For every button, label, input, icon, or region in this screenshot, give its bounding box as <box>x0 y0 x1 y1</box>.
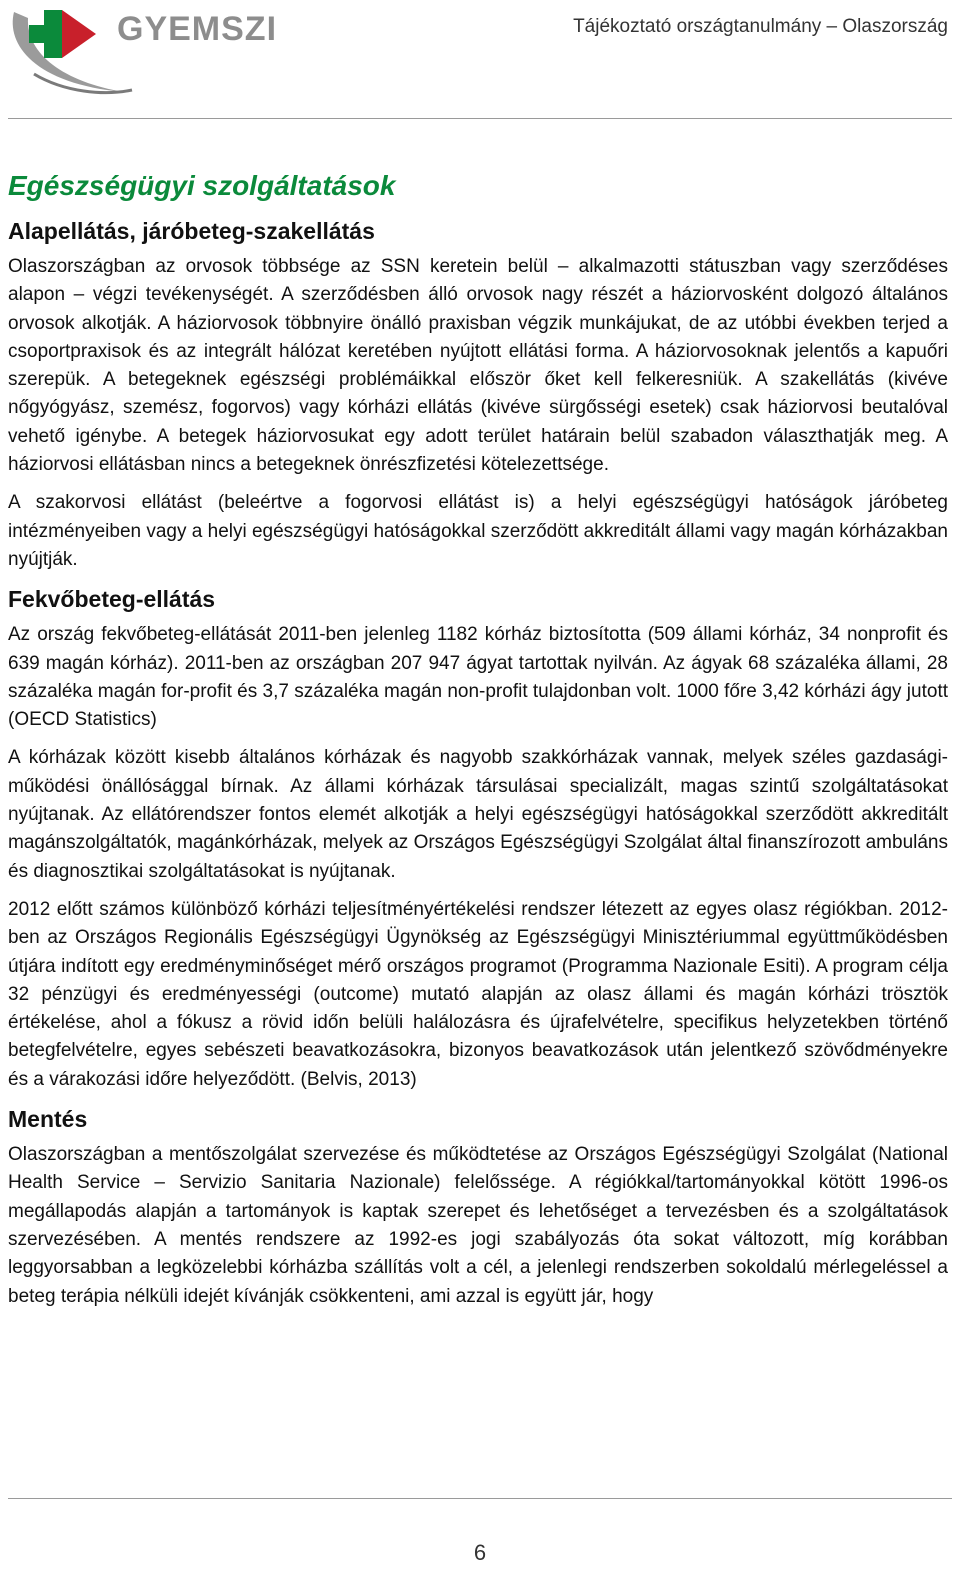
page-header <box>0 0 960 120</box>
paragraph: A szakorvosi ellátást (beleértve a fogorvosi ellátást is) a helyi egészségügyi hatóságok járóbeteg intézményeiben vagy a helyi egészségügyi hatóságokkal szerződött akkreditált állami vagy magán kórházakban nyújtják. <box>8 492 948 570</box>
svg-text:GYEMSZI: GYEMSZI <box>117 10 278 48</box>
document-body <box>8 170 948 1321</box>
header-divider <box>8 118 952 119</box>
heading-inpatient-care: Fekvőbeteg-ellátás <box>8 586 216 613</box>
heading-rescue: Mentés <box>8 1106 88 1133</box>
paragraph: Olaszországban a mentőszolgálat szervezése és működtetése az Országos Egészségügyi Szolgálat (National Health Service – Servizio Sanitaria Nazionale) felelőssége. A régiókkal/tartományokkal kötött 1996-os megállapodás alapján a tartományok is kaptak szerepet és lehetőséget a tervezésben és a szolgáltatások szervezésében. A mentés rendszere az 1992-es jogi szabályozás óta sokat változott, míg korábban leggyorsabban a legközelebbi kórházba szállítás volt a cél, a jelenlegi rendszerben sokoldalú mérlegeléssel a beteg terápia nélküli idejét kívánják csökkenteni, ami azzal is együtt jár, hogy <box>8 1144 948 1307</box>
paragraph: A kórházak között kisebb általános kórházak és nagyobb szakkórházak vannak, melyek széles gazdasági-működési önállósággal bírnak. Az állami kórházak társulásai specializált, magas szintű szolgáltatásokat nyújtanak. Az ellátórendszer fontos elemét alkotják a helyi egészségügyi hatóságokkal szerződött akkreditált magánszolgáltatók, magánkórházak, melyek az Országos Egészségügyi Szolgálat által finanszírozott ambuláns és diagnosztikai szolgáltatásokat is nyújtanak. <box>8 747 948 882</box>
page-number: 6 <box>473 1540 487 1565</box>
footer-divider <box>8 1498 952 1499</box>
gyemszi-logo <box>4 4 304 100</box>
heading-primary-care: Alapellátás, járóbeteg-szakellátás <box>8 218 375 244</box>
paragraph: Olaszországban az orvosok többsége az SSN keretein belül – alkalmazotti státuszban vagy szerződéses alapon – végzi tevékenységét. A szerződésben álló orvosok nagy részét a háziorvosként dolgozó általános orvosok alkotják. A háziorvosok többnyire önálló praxisban végzik munkájukat, de az utóbbi években terjed a csoportpraxisok és az integrált hálózat keretében nyújtott ellátási forma. A háziorvosoknak jelentős a kapuőri szerepük. A betegeknek egészségi problémáikkal először őket kell felkeresniük. A szakellátás (kivéve nőgyógyász, szemész, fogorvos) vagy kórházi ellátás (kivéve sürgősségi esetek) csak háziorvosi beutalóval vehető igénybe. A betegek háziorvosukat egy adott terület határain belül szabadon választhatják meg. A háziorvosi ellátásban nincs a betegeknek önrészfizetési kötelezettsége. <box>8 256 948 476</box>
paragraph: Az ország fekvőbeteg-ellátását 2011-ben jelenleg 1182 kórház biztosította (509 állami kórház, 34 nonprofit és 639 magán kórház). 2011-ben az országban 207 947 ágyat tartottak nyilván. Az ágyak 68 százaléka állami, 28 százaléka magán for-profit és 3,7 százaléka magán non-profit tulajdonban volt. 1000 főre 3,42 kórházi ágy jutott (OECD Statistics) <box>8 624 948 731</box>
document-title: Tájékoztató országtanulmány – Olaszország <box>573 16 948 37</box>
section-title: Egészségügyi szolgáltatások <box>8 170 396 201</box>
paragraph: 2012 előtt számos különböző kórházi teljesítményértékelési rendszer létezett az egyes olasz régiókban. 2012-ben az Országos Regionális Egészségügyi Ügynökség az Egészségügyi Minisztériummal együttműködésben útjára indított egy eredményminőséget mérő országos programot (Programma Nazionale Esiti). A program célja 32 pénzügyi és eredményességi (outcome) mutató alapján az olasz állami és magán kórházi trösztök értékelése, ahol a fókusz a rövid időn belüli halálozásra és újrafelvételre, specifikus helyzetekben történő betegfelvételre, egyes sebészeti beavatkozásokra, bizonyos beavatkozások után jelentkező szövődményekre és a várakozási időre helyeződött. (Belvis, 2013) <box>8 898 948 1090</box>
